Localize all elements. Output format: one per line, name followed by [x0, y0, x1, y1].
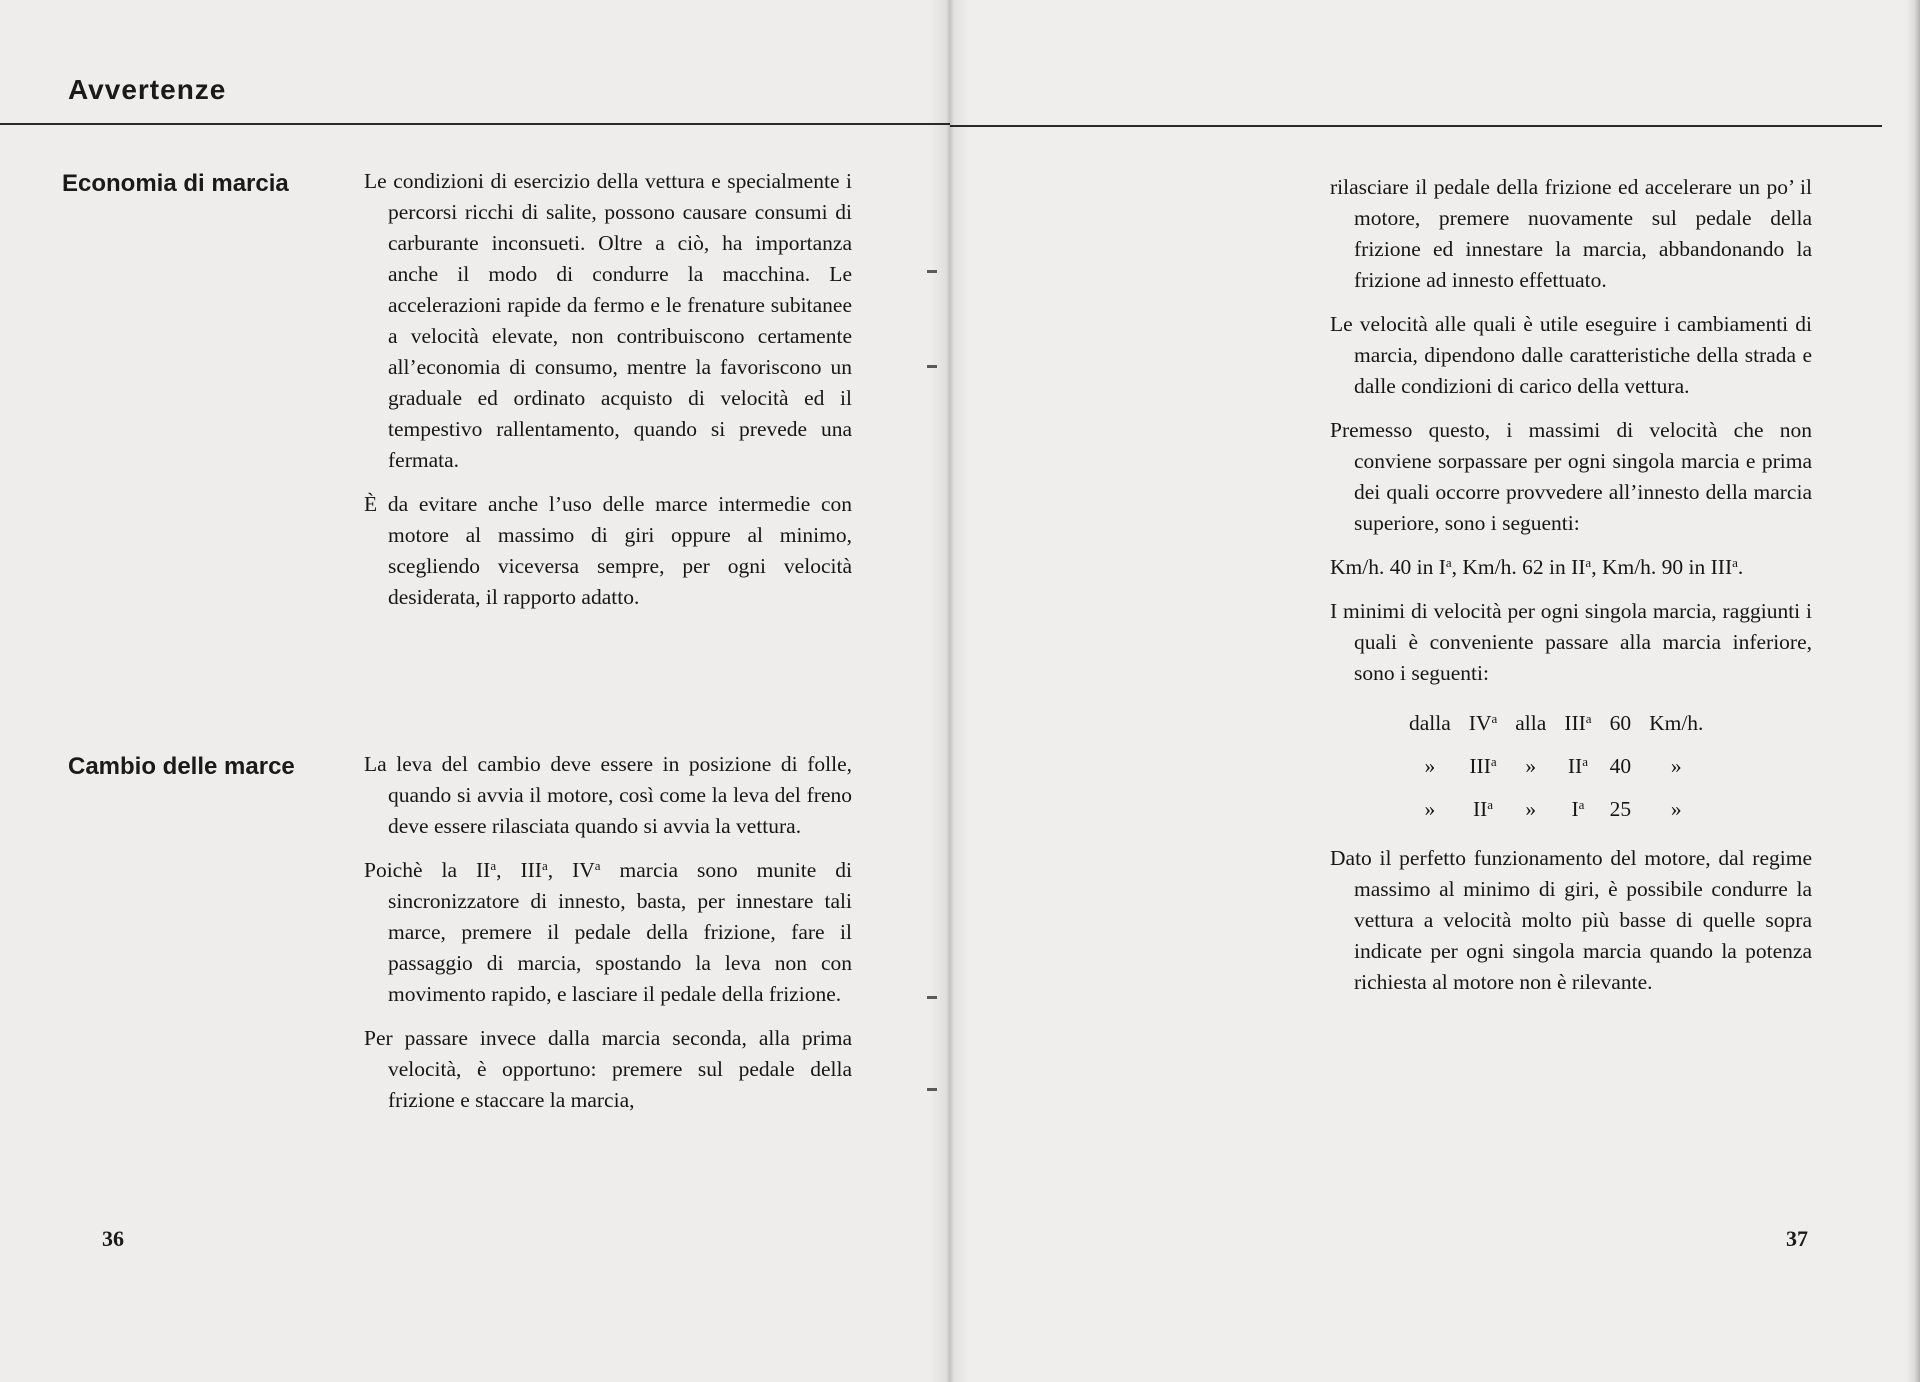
binding-staple [927, 365, 937, 368]
binding-staple [927, 996, 937, 999]
table-cell: alla [1515, 711, 1547, 735]
binding-gutter [930, 0, 970, 1382]
table-cell: 60 [1609, 711, 1632, 735]
header-rule [950, 125, 1882, 127]
running-head: Avvertenze [68, 74, 227, 105]
text-run: , Km/h. 90 in III [1591, 555, 1733, 579]
section-body-cambio [364, 749, 852, 1129]
table-cell [1555, 702, 1600, 745]
min-speed-table [1400, 702, 1712, 831]
table-cell: 25 [1609, 797, 1632, 821]
table-row [1400, 745, 1712, 788]
paragraph: Per passare invece dalla marcia seconda, alla prima velocità, è opportuno: premere sul pedale della frizione e staccare la marcia, [364, 1026, 852, 1112]
gear-to: I [1571, 797, 1579, 821]
table-cell: » [1670, 797, 1682, 821]
ordinal-superscript: a [1490, 754, 1497, 769]
max-speeds-line [1330, 552, 1812, 583]
table-cell [1460, 788, 1506, 831]
ordinal-superscript: a [1732, 555, 1738, 570]
text-run: , IV [547, 858, 595, 882]
paragraph: Premesso questo, i massimi di velocità che non conviene sorpassare per ogni singola marcia e prima dei quali occorre provvedere all’innesto della marcia superiore, sono i seguenti: [1330, 418, 1812, 535]
paragraph: Le velocità alle quali è utile eseguire i cambiamenti di marcia, dipendono dalle caratteristiche della strada e dalle condizioni di carico della vettura. [1330, 312, 1812, 398]
table-cell: » [1525, 797, 1537, 821]
binding-staple [927, 270, 937, 273]
table-cell: dalla [1409, 711, 1451, 735]
section-title-cambio: Cambio delle marce [68, 753, 295, 780]
table-cell: » [1424, 797, 1436, 821]
right-page [950, 0, 1920, 1382]
gear-to: III [1564, 711, 1586, 735]
table-cell [1555, 745, 1600, 788]
ordinal-superscript: a [594, 858, 601, 873]
text-run: Poichè la II [364, 858, 491, 882]
paragraph: La leva del cambio deve essere in posizione di folle, quando si avvia il motore, così come la leva del freno deve essere rilasciata quando si avvia la vettura. [364, 752, 852, 838]
text-run: Km/h. 40 in I [1330, 555, 1446, 579]
binding-staple [927, 1088, 937, 1091]
table-cell [1460, 702, 1506, 745]
ordinal-superscript: a [1585, 555, 1592, 570]
table-row [1400, 788, 1712, 831]
table-cell [1460, 745, 1506, 788]
table-row [1400, 702, 1712, 745]
ordinal-superscript: a [541, 858, 548, 873]
ordinal-superscript: a [1445, 555, 1452, 570]
ordinal-superscript: a [1487, 797, 1494, 812]
table-cell: Km/h. [1649, 711, 1704, 735]
ordinal-superscript: a [1491, 711, 1498, 726]
page-edge-shadow [1906, 0, 1920, 1382]
text-run: , III [496, 858, 542, 882]
text-run: , Km/h. 62 in II [1451, 555, 1586, 579]
table-cell: 40 [1609, 754, 1632, 778]
page-number: 37 [1786, 1226, 1808, 1251]
table-cell: » [1525, 754, 1537, 778]
paragraph: rilasciare il pedale della frizione ed accelerare un po’ il motore, premere nuovamente sul pedale della frizione ed innestare la marcia, abbandonando la frizione ad innesto effettuato. [1330, 175, 1812, 292]
ordinal-superscript: a [1578, 797, 1585, 812]
text-run: . [1737, 555, 1744, 579]
ordinal-superscript: a [490, 858, 497, 873]
ordinal-superscript: a [1585, 711, 1592, 726]
text-run: marcia sono munite di sincronizzatore di innesto, basta, per innestare tali marce, premere il pedale della frizione, fare il passaggio di marcia, spostando la leva non con movimento rapido, e lasciare il pedale della frizione. [388, 858, 852, 1006]
paragraph: Le condizioni di esercizio della vettura e specialmente i percorsi ricchi di salite, possono causare consumi di carburante inconsueti. Oltre a ciò, ha importanza anche il modo di condurre la macchina. Le accelerazioni rapide da fermo e le frenature subitanee a velocità elevate, non contribuiscono certamente all’economia di consumo, mentre la favoriscono un graduale ed ordinato acquisto di velocità ed il tempestivo rallentamento, quando si prevede una fermata. [364, 169, 852, 472]
paragraph: È da evitare anche l’uso delle marce intermedie con motore al massimo di giri oppure al minimo, scegliendo viceversa sempre, per ogni velocità desiderata, il rapporto adatto. [364, 492, 852, 609]
header-rule [0, 123, 950, 125]
gear-from: IV [1468, 711, 1492, 735]
paragraph [364, 855, 852, 1010]
gear-from: II [1472, 797, 1488, 821]
ordinal-superscript: a [1582, 754, 1588, 769]
table-cell: » [1670, 754, 1682, 778]
right-page-body [1330, 172, 1812, 1011]
paragraph: Dato il perfetto funzionamento del motore, dal regime massimo al minimo di giri, è possibile condurre la vettura a velocità molto più basse di quelle sopra indicate per ogni singola marcia quando la potenza richiesta al motore non è rilevante. [1330, 846, 1812, 994]
gear-from: III [1469, 754, 1491, 778]
page-number: 36 [102, 1226, 124, 1251]
section-title-economia: Economia di marcia [62, 170, 289, 197]
gear-to: II [1567, 754, 1583, 778]
table-cell: » [1424, 754, 1436, 778]
left-page [0, 0, 950, 1382]
paragraph: I minimi di velocità per ogni singola marcia, raggiunti i quali è conveniente passare alla marcia inferiore, sono i seguenti: [1330, 599, 1812, 685]
table-cell [1555, 788, 1600, 831]
section-body-economia [364, 166, 852, 626]
